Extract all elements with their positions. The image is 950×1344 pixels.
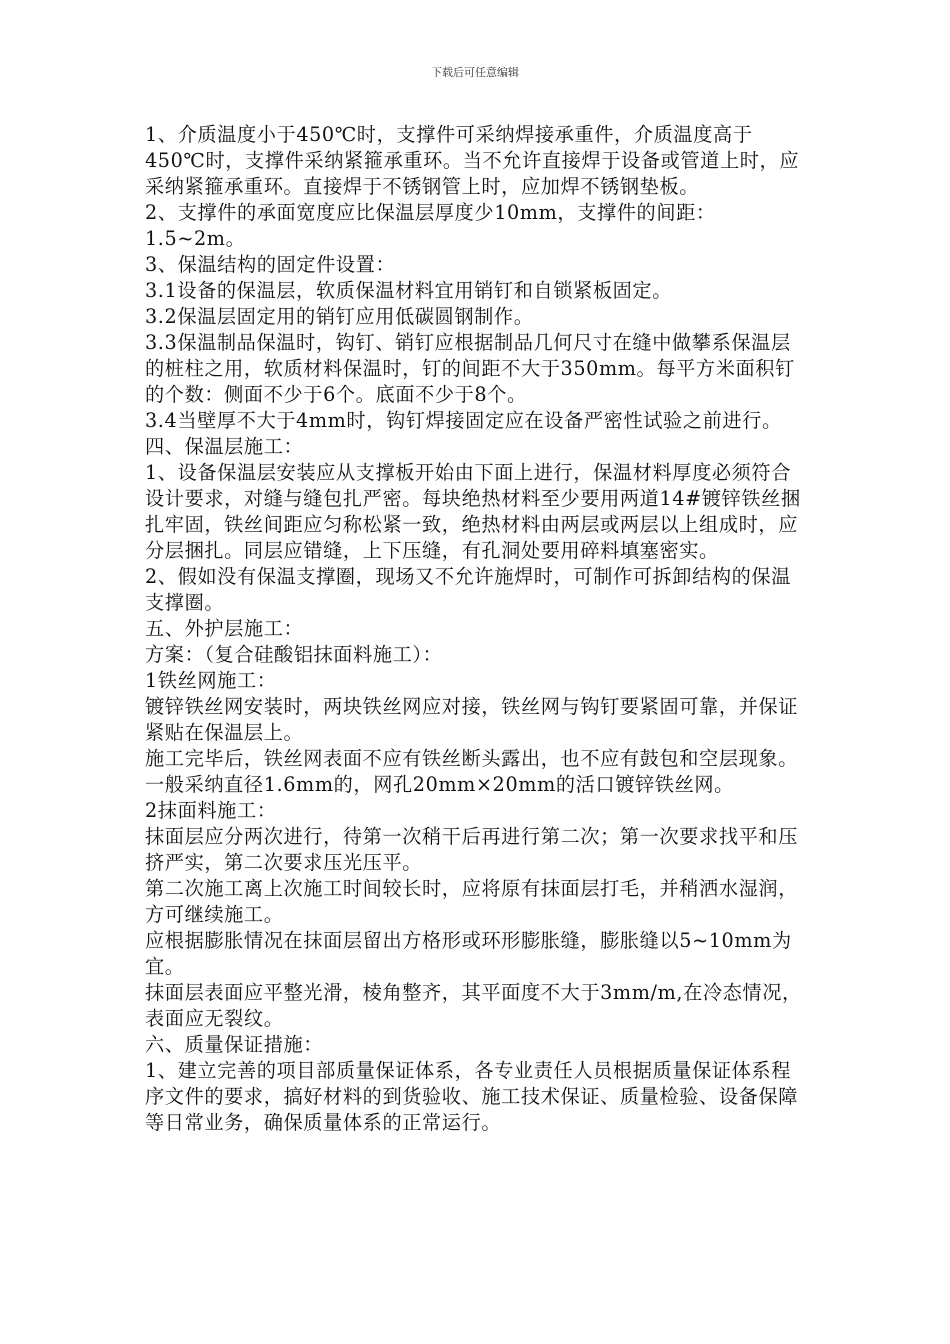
subsection-heading: 2抹面料施工： bbox=[145, 799, 277, 822]
paragraph-wire-mesh-1: 镀锌铁丝网安装时，两块铁丝网应对接，铁丝网与钩钉要紧固可靠，并保证紧贴在保温层上。 bbox=[145, 695, 798, 744]
paragraph-6-1: 1、建立完善的项目部质量保证体系，各专业责任人员根据质量保证体系程序文件的要求，搞好材料的到货验收、施工技术保证、质量检验、设备保障等日常业务，确保质量体系的正常运行。 bbox=[145, 1059, 798, 1134]
paragraph-wire-mesh-2: 施工完毕后，铁丝网表面不应有铁丝断头露出，也不应有鼓包和空层现象。一般采纳直径1.6mm的，网孔20mm×20mm的活口镀锌铁丝网。 bbox=[145, 747, 798, 796]
paragraph-4-1: 1、设备保温层安装应从支撑板开始由下面上进行，保温材料厚度必须符合设计要求，对缝与缝包扎严密。每块绝热材料至少要用两道14#镀锌铁丝捆扎牢固，铁丝间距应匀称松紧一致，绝热材料由两层或两层以上组成时，应分层捆扎。同层应错缝，上下压缝，有孔洞处要用碎料填塞密实。 bbox=[145, 461, 801, 562]
paragraph-plaster-3: 应根据膨胀情况在抹面层留出方格形或环形膨胀缝，膨胀缝以5~10mm为宜。 bbox=[145, 929, 792, 978]
paragraph-3-2: 3.2保温层固定用的销钉应用低碳圆钢制作。 bbox=[145, 305, 534, 328]
paragraph-plaster-1: 抹面层应分两次进行，待第一次稍干后再进行第二次；第一次要求找平和压挤严实，第二次要求压光压平。 bbox=[145, 825, 798, 874]
section-heading: 五、外护层施工： bbox=[145, 617, 304, 640]
paragraph-plaster-4: 抹面层表面应平整光滑，棱角整齐，其平面度不大于3mm/m,在冷态情况，表面应无裂纹。 bbox=[145, 981, 802, 1030]
section-heading: 3、保温结构的固定件设置： bbox=[145, 253, 396, 276]
page-header: 下载后可任意编辑 bbox=[431, 66, 519, 79]
paragraph-2: 2、支撑件的承面宽度应比保温层厚度少10mm，支撑件的间距：1.5~2m。 bbox=[145, 201, 716, 250]
paragraph-4-2: 2、假如没有保温支撑圈，现场又不允许施焊时，可制作可拆卸结构的保温支撑圈。 bbox=[145, 565, 792, 614]
paragraph-plan: 方案：（复合硅酸铝抹面料施工）： bbox=[145, 643, 443, 666]
paragraph-1: 1、介质温度小于450℃时，支撑件可采纳焊接承重件，介质温度高于450℃时，支撑件采纳紧箍承重环。当不允许直接焊于设备或管道上时，应采纳紧箍承重环。直接焊于不锈钢管上时，应加焊不锈钢垫板。 bbox=[145, 123, 800, 198]
subsection-heading: 1铁丝网施工： bbox=[145, 669, 277, 692]
section-heading: 四、保温层施工： bbox=[145, 435, 304, 458]
document-body bbox=[145, 122, 810, 1136]
paragraph-plaster-2: 第二次施工离上次施工时间较长时，应将原有抹面层打毛，并稍洒水湿润，方可继续施工。 bbox=[145, 877, 798, 926]
section-heading: 六、质量保证措施： bbox=[145, 1033, 324, 1056]
paragraph-3-3: 3.3保温制品保温时，钩钉、销钉应根据制品几何尺寸在缝中做攀系保温层的桩柱之用，软质材料保温时，钉的间距不大于350mm。每平方米面积钉的个数：侧面不少于6个。底面不少于8个。 bbox=[145, 331, 795, 406]
paragraph-3-4: 3.4当壁厚不大于4mm时，钩钉焊接固定应在设备严密性试验之前进行。 bbox=[145, 409, 782, 432]
paragraph-3-1: 3.1设备的保温层，软质保温材料宜用销钉和自锁紧板固定。 bbox=[145, 279, 673, 302]
